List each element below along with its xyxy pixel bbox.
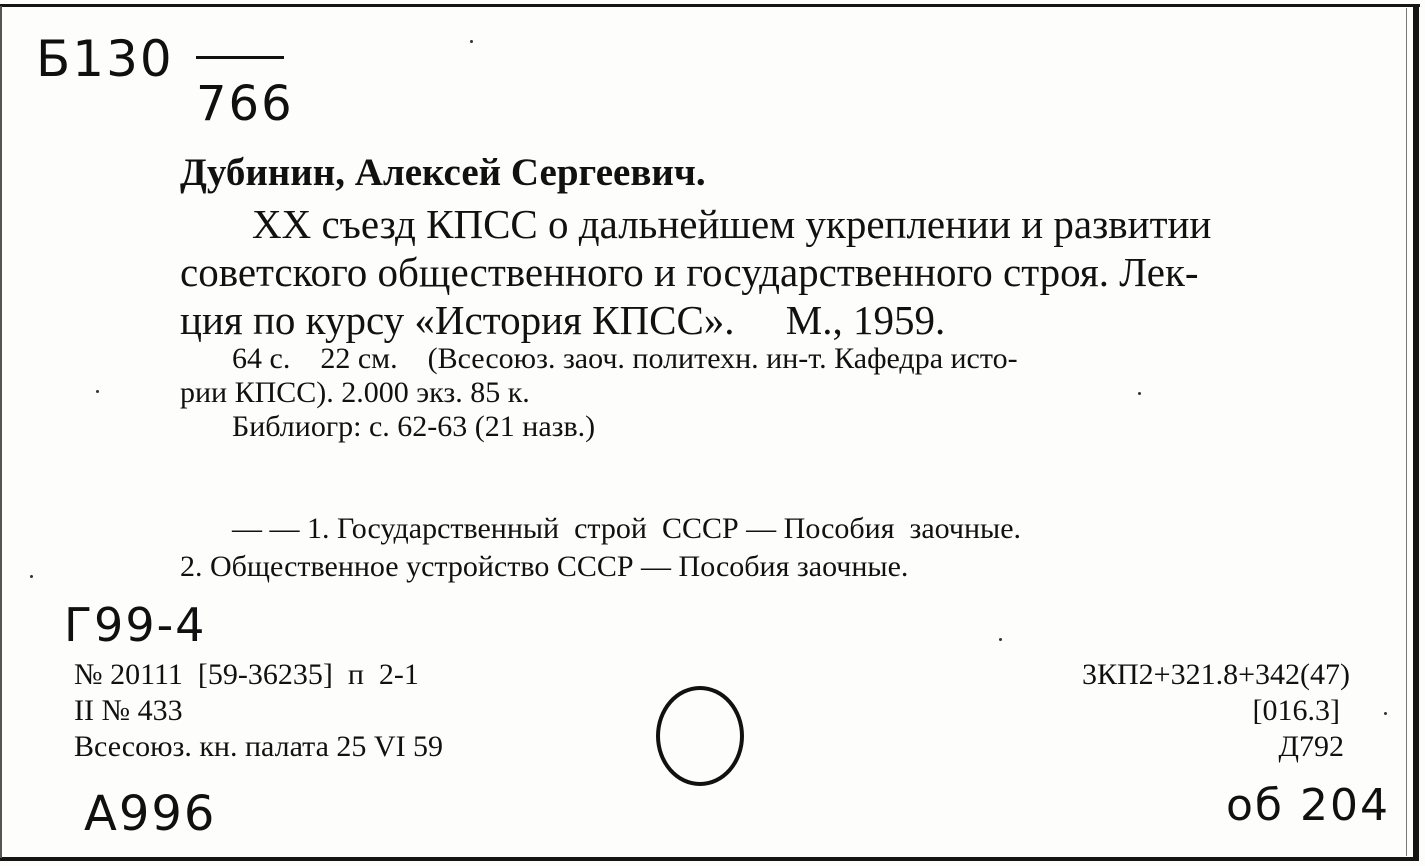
handwritten-note-middle: Г99-4 [64, 598, 207, 652]
paper-speck [96, 390, 99, 393]
card-border-bottom [0, 857, 1419, 861]
title-line-3: ция по курсу «История КПСС». М., 1959. [180, 297, 946, 343]
handwritten-shelf-mark-bottom: 766 [196, 76, 294, 132]
physical-description-line-1: 64 с. 22 см. (Всесоюз. заоч. политехн. ин-т. Кафедра исто- [232, 342, 1018, 375]
footer-chamber-date: Всесоюз. кн. палата 25 VI 59 [74, 730, 444, 763]
subject-headings-line-1: — — 1. Государственный строй СССР — Пособия заочные. [232, 512, 1022, 545]
classification-bibliography-code: [016.3] [1252, 694, 1340, 727]
paper-speck [1138, 392, 1141, 395]
author-heading: Дубинин, Алексей Сергеевич. [180, 151, 706, 194]
title-line-1: XX съезд КПСС о дальнейшем укреплении и развитии [252, 201, 1212, 247]
physical-description-line-2: рии КПСС). 2.000 экз. 85 к. [180, 376, 530, 409]
footer-register-number: II № 433 [74, 694, 183, 727]
card-border-right [1413, 6, 1419, 858]
subject-headings-line-2: 2. Общественное устройство СССР — Пособия заочные. [180, 550, 909, 583]
card-border-top [0, 4, 1420, 7]
author-mark: Д792 [1278, 730, 1344, 763]
card-border-right-inner [1406, 8, 1407, 856]
paper-speck [999, 638, 1002, 641]
card-border-left [0, 6, 2, 858]
handwritten-note-bottom-right: об 204 [1226, 780, 1391, 831]
shelf-mark-fraction-line [196, 56, 284, 59]
title-line-2: советского общественного и государственного строя. Лек- [180, 249, 1199, 295]
paper-speck [30, 575, 33, 578]
bibliography-note: Библиогр: с. 62-63 (21 назв.) [232, 410, 596, 443]
handwritten-shelf-mark-top: Б130 [36, 30, 174, 88]
handwritten-note-bottom-left: А996 [84, 786, 217, 842]
punch-hole-circle [656, 686, 744, 786]
paper-speck [470, 40, 473, 43]
classification-index: 3КП2+321.8+342(47) [1082, 658, 1350, 691]
paper-speck [1384, 712, 1387, 715]
footer-record-number: № 20111 [59-36235] п 2-1 [74, 658, 419, 691]
